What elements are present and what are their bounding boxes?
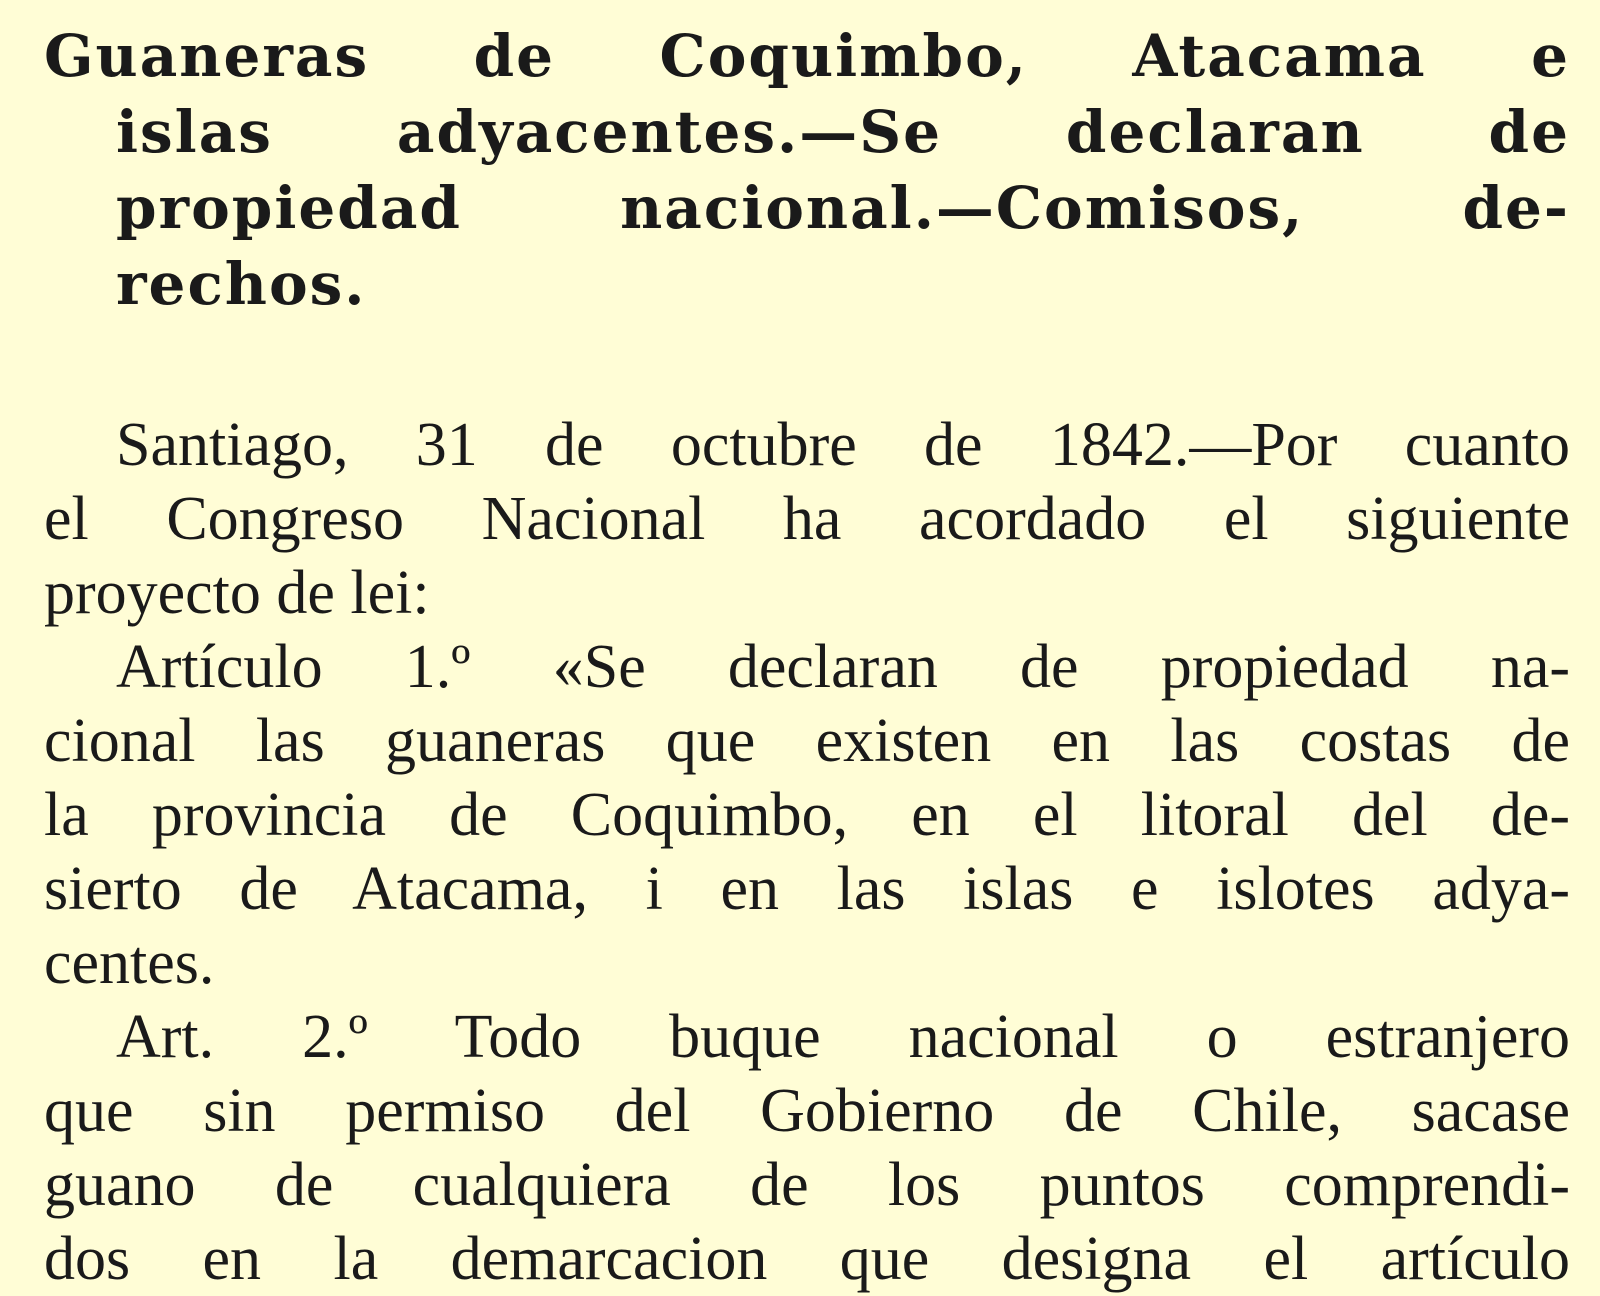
body-line: Santiago, 31 de octubre de 1842.—Por cuanto — [116, 411, 1570, 479]
body-line: Art. 2.º Todo buque nacional o estranjero — [116, 1003, 1570, 1071]
body-line: la provincia de Coquimbo, en el litoral del de- — [44, 781, 1570, 849]
body-line: el Congreso Nacional ha acordado el siguiente — [44, 485, 1570, 553]
body-line: proyecto de lei: — [44, 559, 430, 627]
document-body — [44, 408, 1570, 1296]
heading-line: islas adyacentes.—Se declaran de — [116, 98, 1570, 166]
body-line: cional las guaneras que existen en las costas de — [44, 707, 1570, 775]
body-line: dos en la demarcacion que designa el artículo — [44, 1225, 1570, 1293]
body-line: guano de cualquiera de los puntos comprendi- — [44, 1151, 1570, 1219]
body-line: centes. — [44, 929, 215, 997]
body-line: sierto de Atacama, i en las islas e islotes adya- — [44, 855, 1570, 923]
body-line: Artículo 1.º «Se declaran de propiedad na- — [116, 633, 1570, 701]
heading-line: rechos. — [116, 250, 367, 318]
body-line: que sin permiso del Gobierno de Chile, sacase — [44, 1077, 1570, 1145]
heading-line: propiedad nacional.—Comisos, de- — [116, 174, 1570, 242]
heading-line: Guaneras de Coquimbo, Atacama e — [44, 22, 1570, 90]
document-heading — [44, 18, 1570, 322]
